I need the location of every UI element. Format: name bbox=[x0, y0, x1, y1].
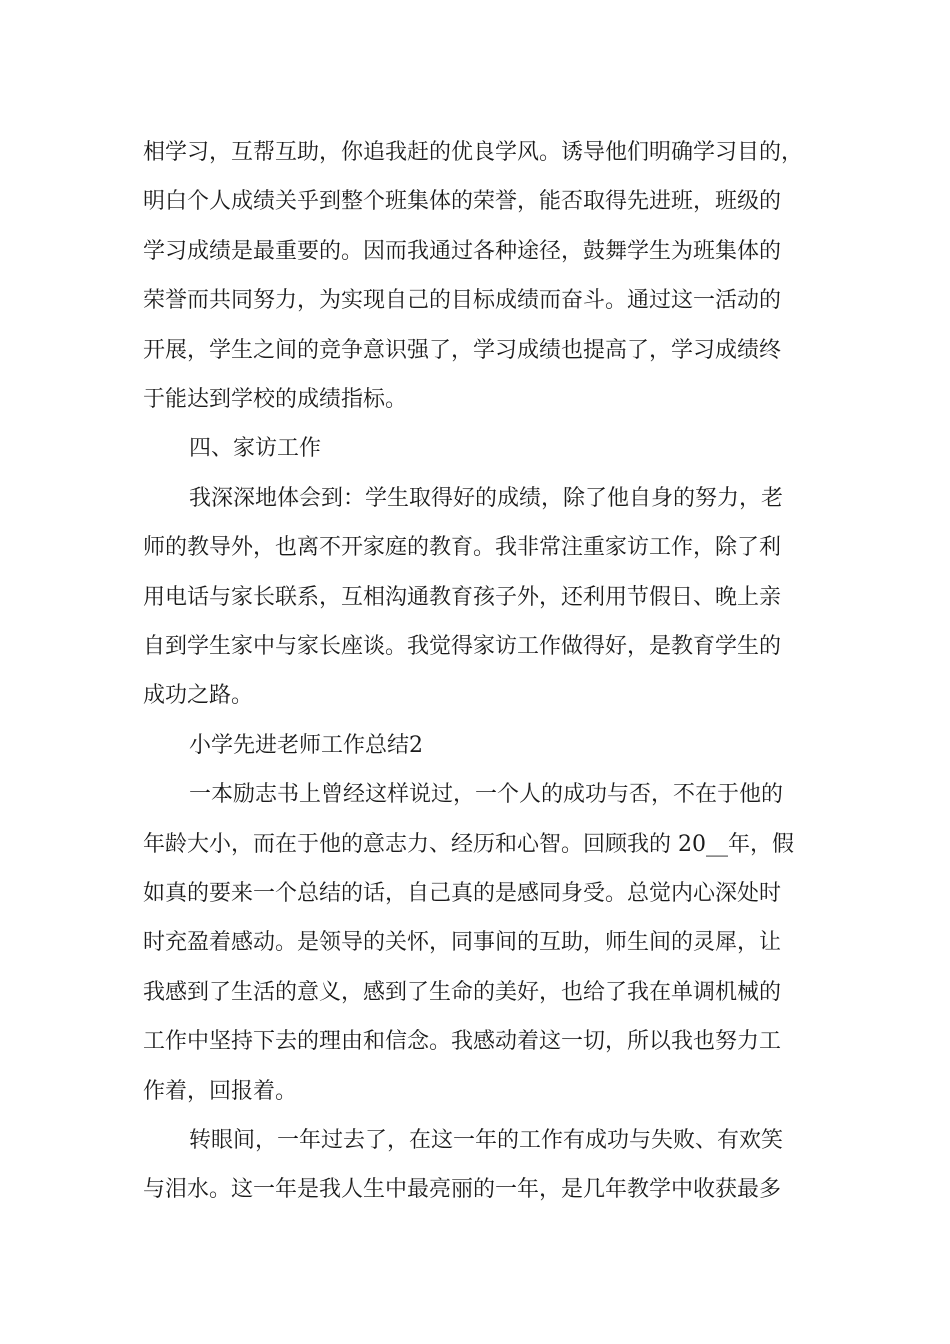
text-line: 年龄大小，而在于他的意志力、经历和心智。回顾我的 20__年，假 bbox=[143, 831, 794, 857]
text-line: 四、家访工作 bbox=[189, 436, 322, 462]
text-line: 于能达到学校的成绩指标。 bbox=[143, 387, 408, 412]
text-line: 一本励志书上曾经这样说过，一个人的成功与否，不在于他的 bbox=[189, 782, 784, 808]
text-line: 成功之路。 bbox=[143, 683, 254, 709]
text-line: 如真的要来一个总结的话，自己真的是感同身受。总觉内心深处时 bbox=[143, 881, 782, 906]
text-line: 工作中坚持下去的理由和信念。我感动着这一切，所以我也努力工 bbox=[143, 1029, 782, 1055]
text-line: 与泪水。这一年是我人生中最亮丽的一年，是几年教学中收获最多 bbox=[143, 1177, 782, 1203]
text-line: 用电话与家长联系，互相沟通教育孩子外，还利用节假日、晚上亲 bbox=[143, 584, 782, 610]
text-line: 开展，学生之间的竞争意识强了，学习成绩也提高了，学习成绩终 bbox=[143, 337, 782, 363]
text-line: 相学习，互帮互助，你追我赶的优良学风。诱导他们明确学习目的， bbox=[143, 140, 804, 165]
text-line: 明白个人成绩关乎到整个班集体的荣誉，能否取得先进班，班级的 bbox=[143, 189, 782, 215]
text-line: 我深深地体会到：学生取得好的成绩，除了他自身的努力，老 bbox=[189, 485, 784, 511]
text-line: 作着，回报着。 bbox=[143, 1078, 298, 1104]
text-line: 自到学生家中与家长座谈。我觉得家访工作做得好，是教育学生的 bbox=[143, 634, 782, 659]
text-line: 我感到了生活的意义，感到了生命的美好，也给了我在单调机械的 bbox=[143, 979, 782, 1005]
text-line: 时充盈着感动。是领导的关怀，同事间的互助，师生间的灵犀，让 bbox=[143, 930, 782, 956]
text-line: 学习成绩是最重要的。因而我通过各种途径，鼓舞学生为班集体的 bbox=[143, 238, 782, 264]
text-line: 荣誉而共同努力，为实现自己的目标成绩而奋斗。通过这一活动的 bbox=[143, 288, 782, 314]
text-line: 小学先进老师工作总结2 bbox=[189, 732, 423, 758]
text-line: 转眼间，一年过去了，在这一年的工作有成功与失败、有欢笑 bbox=[189, 1128, 784, 1153]
text-line: 师的教导外，也离不开家庭的教育。我非常注重家访工作，除了利 bbox=[143, 535, 782, 561]
